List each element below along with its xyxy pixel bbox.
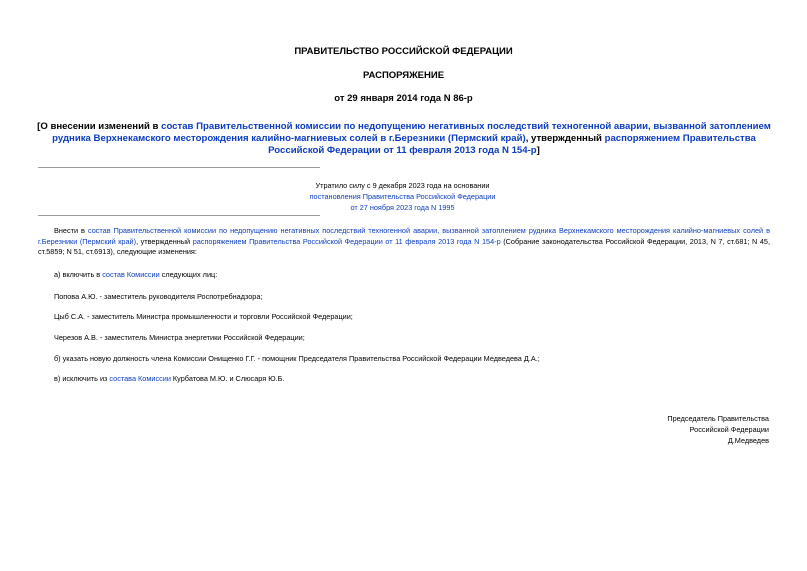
item-a-start: а) включить в (54, 270, 103, 279)
document-type-heading: РАСПОРЯЖЕНИЕ (362, 70, 445, 81)
divider-bottom (38, 215, 320, 216)
signature-block (667, 413, 769, 446)
basis-link-line2[interactable]: от 27 ноября 2023 года N 1995 (350, 203, 455, 212)
intro-link-order[interactable]: распоряжением Правительства Российской Федерации от 11 февраля 2013 года N 154-р (192, 236, 501, 246)
lost-force-text: Утратило силу с 9 декабря 2023 года на основании (315, 181, 490, 190)
item-c-start: в) исключить из (54, 374, 110, 383)
signature-line2: Российской Федерации (689, 425, 769, 434)
item-a-link[interactable]: состав Комиссии (102, 270, 160, 279)
person-popova: Попова А.Ю. - заместитель руководителя Роспотребнадзора; (54, 292, 263, 301)
intro-mid: , утвержденный (136, 236, 193, 246)
title-link-order[interactable]: распоряжением Правительства Российской Федерации от 11 февраля 2013 года N 154-р (268, 133, 756, 156)
government-heading: ПРАВИТЕЛЬСТВО РОССИЙСКОЙ ФЕДЕРАЦИИ (294, 46, 513, 57)
title-link-commission[interactable]: состав Правительственной комиссии по недопущению негативных последствий техногенной аварии, вызванной затоплением рудника Верхнекамского месторождения калийно-магниевых солей в г.Березники (Пермский край) (52, 121, 771, 144)
intro-paragraph (38, 226, 770, 258)
document-title (30, 121, 778, 157)
intro-end: (Собрание законодательства Российской Федерации, 2013, N 7, ст.681; N 45, ст.5859; N 51, ст.6913), следующие изменения: (38, 236, 771, 256)
divider-top (38, 167, 320, 168)
status-note (230, 180, 575, 213)
signature-line1: Председатель Правительства (667, 414, 769, 423)
item-c-link[interactable]: состава Комиссии (109, 374, 171, 383)
item-b: б) указать новую должность члена Комиссии Онищенко Г.Г. - помощник Председателя Правительства Российской Федерации Медведева Д.А.; (54, 354, 540, 363)
title-middle: , утвержденный (525, 133, 605, 144)
title-close-bracket: ] (536, 145, 540, 156)
title-open-bracket: [ (37, 121, 41, 132)
item-a (54, 270, 217, 279)
intro-start: Внести в (54, 226, 88, 235)
item-c-end: Курбатова М.Ю. и Слюсаря Ю.Б. (170, 374, 285, 383)
basis-link-line1[interactable]: постановления Правительства Российской Федерации (309, 192, 496, 201)
item-c (54, 374, 284, 383)
signature-line3: Д.Медведев (727, 436, 769, 445)
intro-link-commission[interactable]: состав Правительственной комиссии по недопущению негативных последствий техногенной аварии, вызванной затоплением рудника Верхнекамского месторождения калийно-магниевых солей в г.Березники (Пермский край) (38, 226, 770, 246)
title-lead: О внесении изменений в (40, 121, 162, 132)
person-cherezov: Черезов А.В. - заместитель Министра энергетики Российской Федерации; (54, 333, 305, 342)
person-tsyb: Цыб С.А. - заместитель Министра промышленности и торговли Российской Федерации; (54, 312, 353, 321)
document-date-number: от 29 января 2014 года N 86-р (334, 93, 473, 104)
item-a-end: следующих лиц: (159, 270, 218, 279)
